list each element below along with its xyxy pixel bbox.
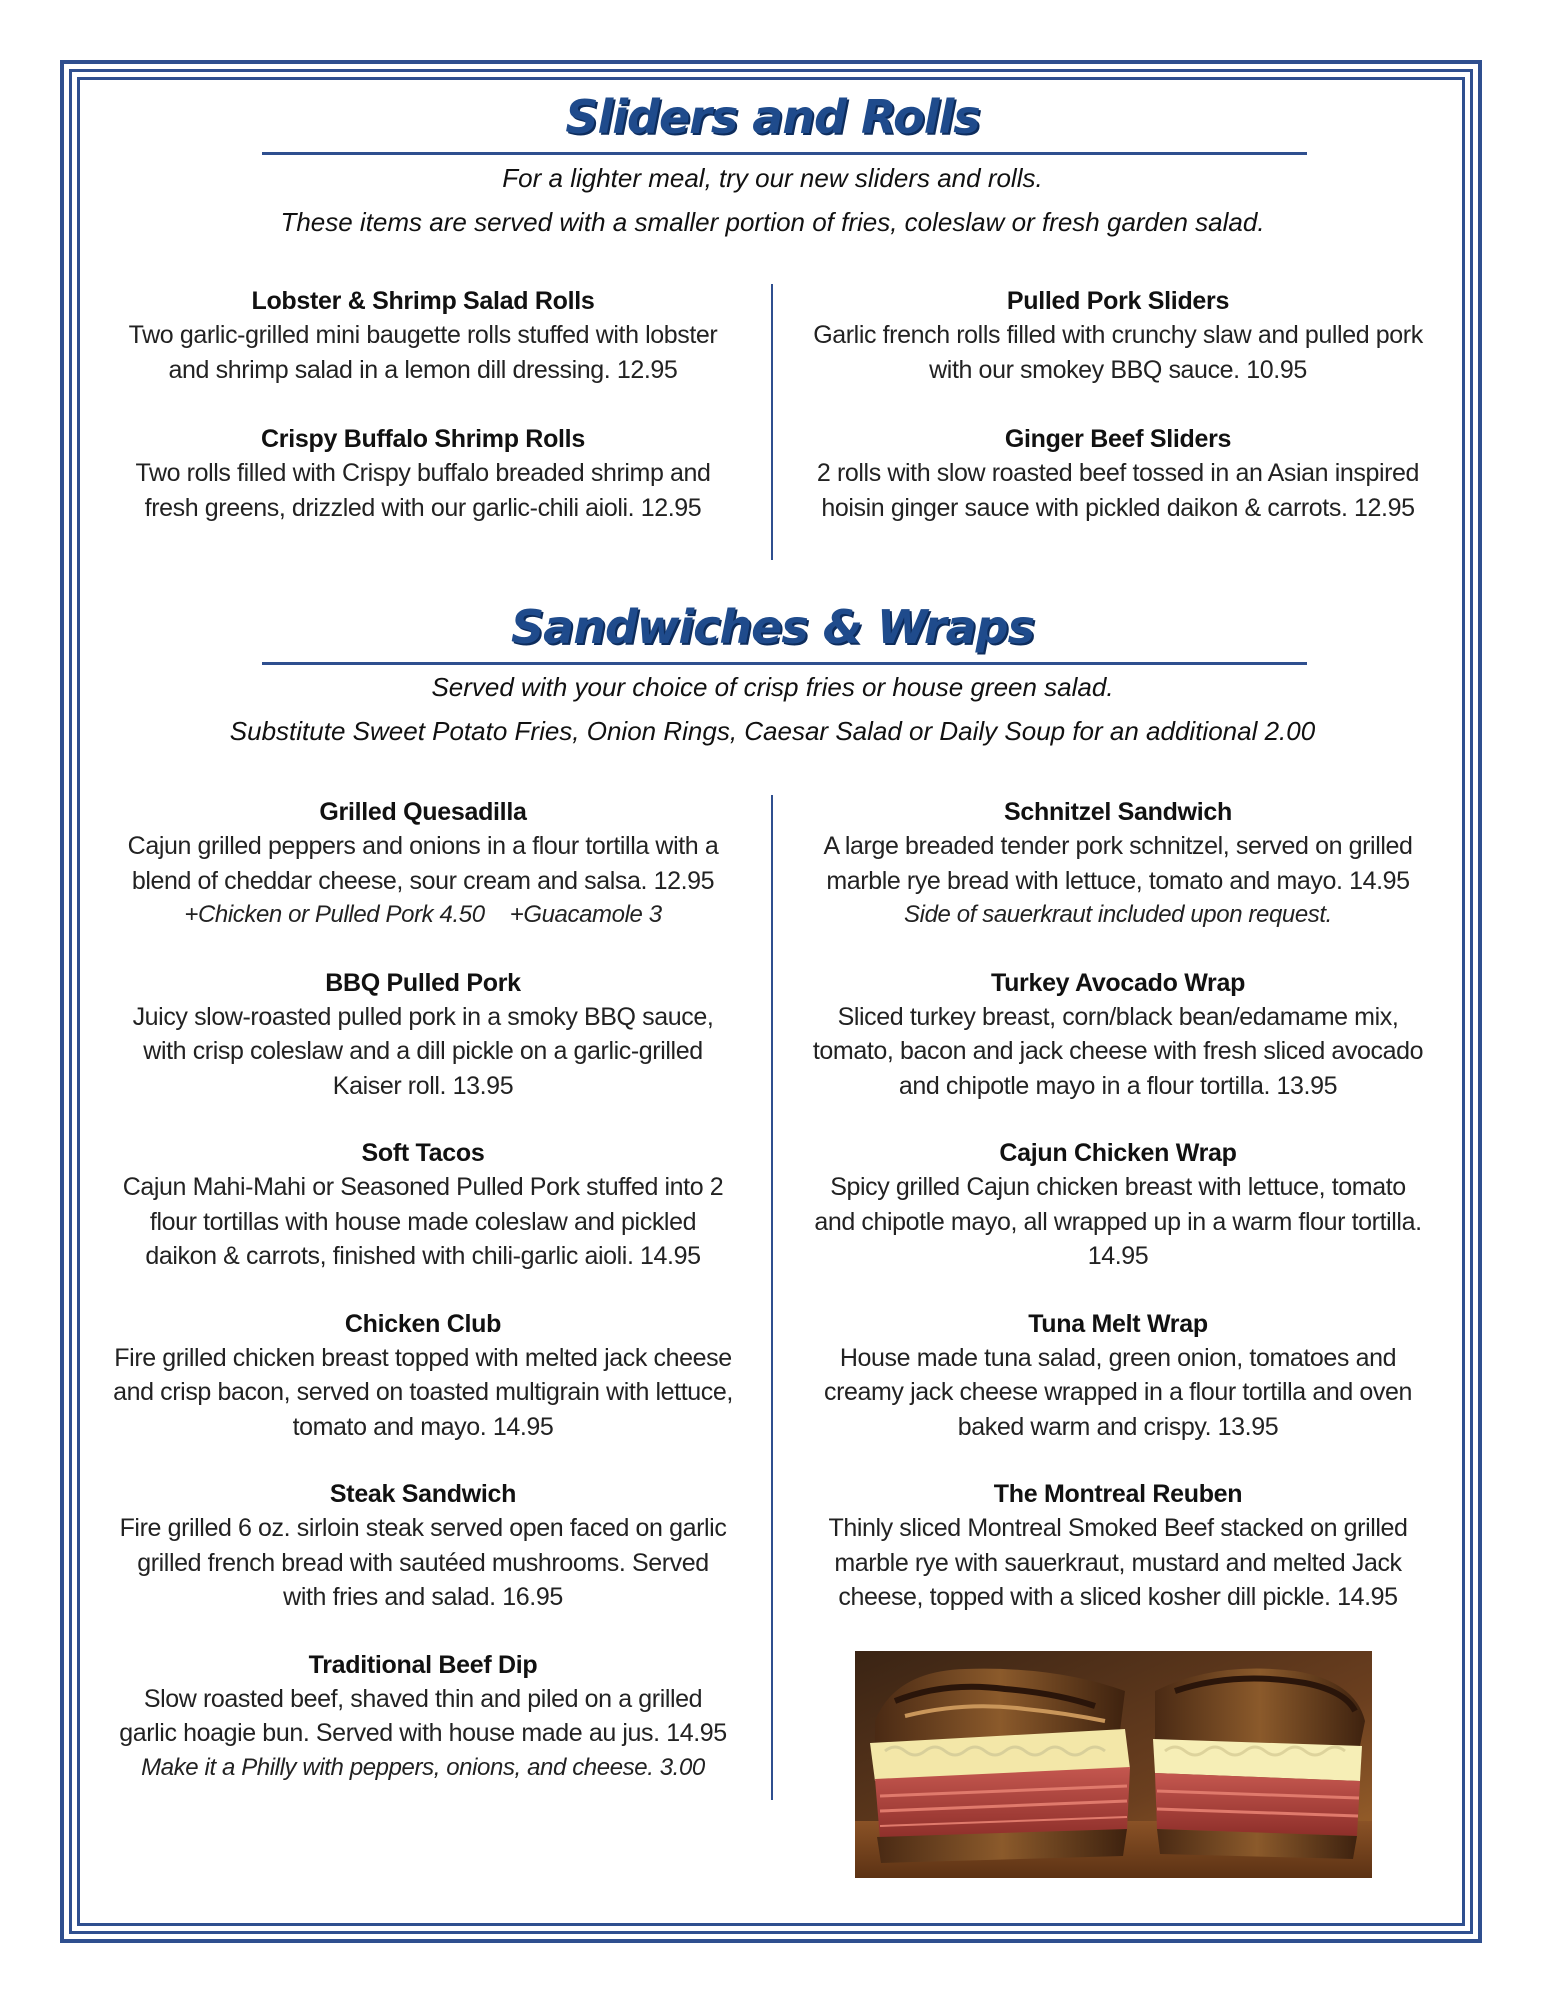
item-desc-line: blend of cheddar cheese, sour cream and salsa. 12.95 (131, 866, 715, 895)
item-desc-line: tomato, bacon and jack cheese with fresh sliced avocado (812, 1037, 1424, 1065)
item-name: Cajun Chicken Wrap (999, 1139, 1237, 1167)
item-name: Lobster & Shrimp Salad Rolls (251, 287, 595, 315)
column-divider (771, 795, 773, 1800)
item-desc-line: grilled french bread with sautéed mushrooms. Served (137, 1548, 709, 1577)
item-desc-line: Fire grilled chicken breast topped with melted jack cheese (114, 1343, 732, 1372)
item-desc-line: creamy jack cheese wrapped in a flour tortilla and oven (823, 1378, 1413, 1406)
item-desc-line: cheese, topped with a sliced kosher dill pickle. 14.95 (838, 1583, 1398, 1611)
item-addon: +Chicken or Pulled Pork 4.50 +Guacamole 3 (184, 901, 662, 928)
item-desc-line: garlic hoagie bun. Served with house made au jus. 14.95 (119, 1719, 727, 1747)
item-desc-line: and shrimp salad in a lemon dill dressing. 12.95 (168, 355, 678, 384)
section-subtitle-sliders (0, 156, 1545, 244)
menu-item (793, 966, 1443, 1104)
reuben-sandwich-photo (855, 1651, 1372, 1878)
sliders-left-column (98, 284, 748, 525)
menu-item (793, 1307, 1443, 1445)
subtitle-line: Substitute Sweet Potato Fries, Onion Rings, Caesar Salad or Daily Soup for an additional 2.00 (229, 716, 1316, 746)
item-desc-line: marble rye with sauerkraut, mustard and melted Jack (834, 1548, 1402, 1577)
menu-item (98, 795, 748, 933)
menu-item (793, 1477, 1443, 1615)
title-rule-sliders (262, 152, 1307, 155)
menu-item (98, 284, 748, 387)
item-desc-line: and chipotle mayo, all wrapped up in a warm flour tortilla. (814, 1207, 1422, 1236)
menu-item (98, 966, 748, 1104)
item-desc-line: tomato and mayo. 14.95 (292, 1412, 554, 1441)
menu-item (793, 1136, 1443, 1274)
item-name: Soft Tacos (361, 1139, 485, 1167)
menu-item (98, 422, 748, 525)
menu-item (793, 284, 1443, 387)
item-desc-line: Spicy grilled Cajun chicken breast with lettuce, tomato (830, 1173, 1406, 1201)
item-desc-line: Kaiser roll. 13.95 (332, 1071, 514, 1100)
item-name: Ginger Beef Sliders (1004, 425, 1232, 453)
item-desc-line: Juicy slow-roasted pulled pork in a smoky BBQ sauce, (132, 1002, 714, 1031)
item-desc-line: marble rye bread with lettuce, tomato and mayo. 14.95 (826, 866, 1410, 895)
item-name: Schnitzel Sandwich (1004, 798, 1232, 826)
item-desc-line: daikon & carrots, finished with chili-garlic aioli. 14.95 (145, 1242, 701, 1270)
item-name: Crispy Buffalo Shrimp Rolls (261, 425, 585, 453)
item-desc-line: Sliced turkey breast, corn/black bean/edamame mix, (837, 1002, 1399, 1031)
item-desc-line: Cajun Mahi-Mahi or Seasoned Pulled Pork stuffed into 2 (122, 1173, 724, 1201)
item-desc-line: with fries and salad. 16.95 (283, 1583, 563, 1611)
item-desc-line: Two rolls filled with Crispy buffalo breaded shrimp and (135, 459, 711, 487)
item-desc-line: hoisin ginger sauce with pickled daikon & carrots. 12.95 (821, 493, 1415, 522)
menu-item (98, 1477, 748, 1615)
item-desc-line: Thinly sliced Montreal Smoked Beef stacked on grilled (828, 1514, 1408, 1542)
item-addon: Make it a Philly with peppers, onions, and cheese. 3.00 (141, 1753, 705, 1781)
item-desc-line: Two garlic-grilled mini baugette rolls stuffed with lobster (128, 321, 718, 349)
item-desc-line: House made tuna salad, green onion, tomatoes and (839, 1343, 1397, 1372)
item-desc-line: Garlic french rolls filled with crunchy slaw and pulled pork (813, 321, 1423, 349)
item-desc-line: Slow roasted beef, shaved thin and piled on a grilled (143, 1684, 703, 1713)
item-desc-line: flour tortillas with house made coleslaw and pickled (149, 1207, 697, 1236)
section-title-sliders: Sliders and Rolls (565, 90, 980, 144)
subtitle-line: These items are served with a smaller portion of fries, coleslaw or fresh garden salad. (280, 207, 1265, 237)
menu-item (793, 795, 1443, 933)
item-name: BBQ Pulled Pork (325, 968, 521, 997)
item-desc-line: with crisp coleslaw and a dill pickle on a garlic-grilled (143, 1037, 703, 1065)
item-name: The Montreal Reuben (993, 1480, 1243, 1508)
item-desc-line: and crisp bacon, served on toasted multigrain with lettuce, (113, 1378, 733, 1406)
subtitle-line: For a lighter meal, try our new sliders and rolls. (502, 163, 1043, 193)
item-desc-line: and chipotle mayo in a flour tortilla. 13.95 (898, 1071, 1338, 1100)
item-name: Steak Sandwich (329, 1480, 517, 1508)
item-name: Pulled Pork Sliders (1006, 287, 1230, 315)
item-desc-line: Cajun grilled peppers and onions in a flour tortilla with a (127, 832, 719, 860)
menu-item (98, 1136, 748, 1274)
item-name: Tuna Melt Wrap (1028, 1309, 1208, 1338)
item-desc-line: with our smokey BBQ sauce. 10.95 (929, 355, 1307, 384)
sandwiches-right-column (793, 795, 1443, 1615)
item-desc-line: fresh greens, drizzled with our garlic-chili aioli. 12.95 (144, 493, 702, 522)
item-desc-line: 2 rolls with slow roasted beef tossed in an Asian inspired (816, 459, 1420, 487)
item-name: Chicken Club (344, 1309, 502, 1338)
item-desc-line: Fire grilled 6 oz. sirloin steak served open faced on garlic (119, 1514, 727, 1542)
item-name: Traditional Beef Dip (308, 1650, 538, 1679)
menu-item (98, 1648, 748, 1786)
subtitle-line: Served with your choice of crisp fries or house green salad. (431, 672, 1114, 702)
item-name: Grilled Quesadilla (319, 798, 527, 826)
menu-item (793, 422, 1443, 525)
section-title-sandwiches: Sandwiches & Wraps (511, 600, 1034, 654)
item-desc-line: A large breaded tender pork schnitzel, served on grilled (823, 832, 1413, 860)
item-desc-line: 14.95 (1087, 1242, 1149, 1270)
item-name: Turkey Avocado Wrap (990, 968, 1246, 997)
sandwiches-left-column (98, 795, 748, 1785)
section-subtitle-sandwiches (0, 665, 1545, 753)
sliders-right-column (793, 284, 1443, 525)
menu-item (98, 1307, 748, 1445)
column-divider (771, 284, 773, 560)
item-desc-line: baked warm and crispy. 13.95 (957, 1412, 1279, 1441)
item-addon: Side of sauerkraut included upon request. (904, 901, 1332, 928)
